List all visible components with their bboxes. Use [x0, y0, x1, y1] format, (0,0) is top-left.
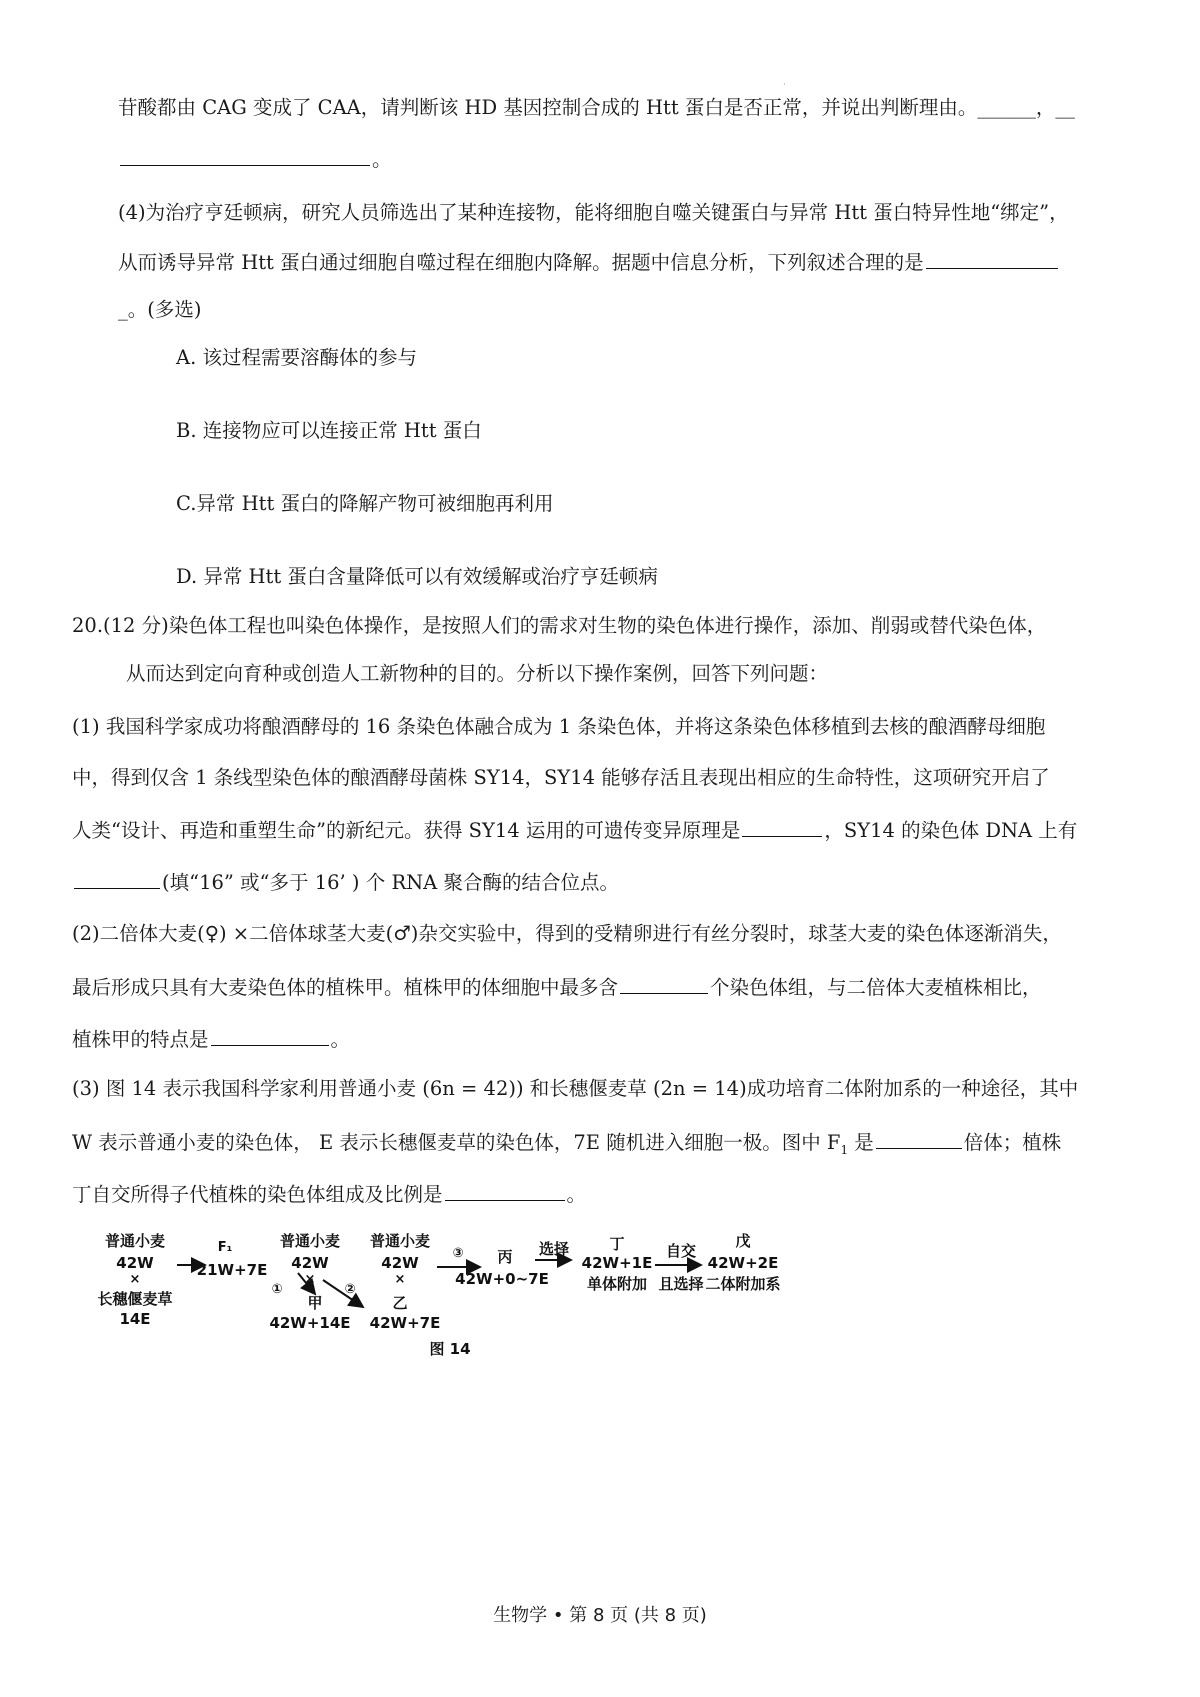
plant-yi-label: 乙 — [392, 1294, 408, 1312]
question-20-stem-2: 从而达到定向育种或创造人工新物种的目的。分析以下操作案例，回答下列问题： — [126, 662, 829, 685]
plant-bing-label: 丙 — [497, 1248, 513, 1266]
answer-blank[interactable] — [120, 146, 370, 166]
page-footer: 生物学 • 第 8 页 (共 8 页) — [493, 1605, 707, 1626]
answer-blank[interactable] — [926, 249, 1058, 269]
wheat-chromosomes: 42W — [116, 1254, 154, 1272]
plant-ding-label: 丁 — [609, 1235, 625, 1253]
option-d[interactable]: D. 异常 Htt 蛋白含量降低可以有效缓解或治疗亨廷顿病 — [176, 565, 658, 588]
cross-symbol: × — [129, 1272, 141, 1287]
self-cross-label: 自交 — [665, 1242, 696, 1260]
q20-part2-line2: 最后形成只具有大麦染色体的植株甲。植株甲的体细胞中最多含 个染色体组，与二倍体大麦植株相比， — [72, 976, 1042, 999]
question-4-stem: (4)为治疗亨廷顿病，研究人员筛选出了某种连接物，能将细胞自噬关键蛋白与异常 Htt 蛋白特异性地“绑定”， — [118, 201, 1069, 224]
question-20-stem: 20.(12 分)染色体工程也叫染色体操作，是按照人们的需求对生物的染色体进行操作，添加、削弱或替代染色体， — [72, 614, 1047, 637]
text-line: 苷酸都由 CAG 变成了 CAA，请判断该 HD 基因控制合成的 Htt 蛋白是否正常，并说出判断理由。______，__ — [118, 96, 1075, 119]
answer-blank[interactable] — [445, 1181, 565, 1201]
question-4-stem-3: _。(多选) — [118, 298, 202, 321]
step-3-label: ③ — [452, 1246, 464, 1261]
step-2-label: ② — [344, 1282, 356, 1297]
elytrigia-label: 长穗偃麦草 — [97, 1290, 173, 1308]
cross-symbol: × — [304, 1272, 316, 1287]
q20-part2-line1: (2)二倍体大麦(♀) ×二倍体球茎大麦(♂)杂交实验中，得到的受精卵进行有丝分裂时，球茎大麦的染色体逐渐消失， — [72, 922, 1062, 945]
answer-blank[interactable] — [620, 974, 708, 994]
step-1-label: ① — [271, 1282, 283, 1297]
q20-part1-line2: 中，得到仅含 1 条线型染色体的酿酒酵母菌株 SY14，SY14 能够存活且表现出相应的生命特性，这项研究开启了 — [72, 766, 1050, 789]
q20-part1-line1: (1) 我国科学家成功将酿酒酵母的 16 条染色体融合成为 1 条染色体，并将这条染色体移植到去核的酿酒酵母细胞 — [72, 715, 1046, 738]
question-4-stem-2: 从而诱导异常 Htt 蛋白通过细胞自噬过程在细胞内降解。据题中信息分析，下列叙述合理的是 — [118, 249, 1060, 274]
f1-label: F₁ — [217, 1240, 233, 1255]
cross-symbol: × — [394, 1272, 406, 1287]
figure-14-diagram — [95, 1230, 875, 1360]
q20-part3-line2: W 表示普通小麦的染色体， E 表示长穗偃麦草的染色体，7E 随机进入细胞一极。图中 $F_1$ 是 倍体；植株 — [72, 1131, 1062, 1157]
option-c[interactable]: C.异常 Htt 蛋白的降解产物可被细胞再利用 — [176, 492, 554, 515]
plant-jia-label: 甲 — [307, 1294, 323, 1312]
q20-part1-line4: (填“16” 或“多于 16’ ) 个 RNA 聚合酶的结合位点。 — [72, 869, 619, 894]
option-b[interactable]: B. 连接物应可以连接正常 Htt 蛋白 — [176, 419, 482, 442]
figure-caption: 图 14 — [429, 1340, 471, 1358]
plant-yi-chromosomes: 42W+7E — [369, 1314, 441, 1332]
answer-blank[interactable] — [876, 1129, 962, 1149]
q20-part2-line3: 植株甲的特点是 。 — [72, 1028, 351, 1051]
answer-blank-line: 。 — [118, 146, 392, 171]
wheat-label: 普通小麦 — [369, 1232, 430, 1250]
wheat-label: 普通小麦 — [104, 1232, 165, 1250]
wheat-label: 普通小麦 — [279, 1232, 340, 1250]
option-a[interactable]: A. 该过程需要溶酶体的参与 — [176, 346, 417, 369]
q20-part1-line3: 人类“设计、再造和重塑生命”的新纪元。获得 SY14 运用的可遗传变异原理是 ，SY14 的染色体 DNA 上有 — [72, 819, 1078, 842]
wheat-chromosomes: 42W — [291, 1254, 329, 1272]
plant-ding-chromosomes: 42W+1E — [581, 1254, 653, 1272]
plant-bing-chromosomes: 42W+0~7E — [455, 1270, 549, 1288]
answer-blank[interactable] — [742, 817, 822, 837]
answer-blank[interactable] — [74, 869, 160, 889]
plant-jia-chromosomes: 42W+14E — [269, 1314, 351, 1332]
selection-label: 选择 — [538, 1240, 569, 1258]
answer-blank[interactable] — [211, 1026, 329, 1046]
plant-ding-description: 单体附加 — [586, 1275, 647, 1293]
plant-wu-description: 二体附加系 — [705, 1275, 781, 1293]
q20-part3-line3: 丁自交所得子代植株的染色体组成及比例是 。 — [72, 1183, 587, 1206]
plant-wu-chromosomes: 42W+2E — [707, 1254, 779, 1272]
wheat-chromosomes: 42W — [381, 1254, 419, 1272]
q20-part3-line1: (3) 图 14 表示我国科学家利用普通小麦 (6n = 42)) 和长穗偃麦草 (2n = 14)成功培育二体附加系的一种途径，其中 — [72, 1077, 1079, 1100]
plant-wu-label: 戊 — [735, 1232, 751, 1250]
self-cross-select-label: 且选择 — [658, 1275, 704, 1293]
f1-chromosomes: 21W+7E — [196, 1261, 268, 1279]
elytrigia-chromosomes: 14E — [119, 1310, 151, 1328]
